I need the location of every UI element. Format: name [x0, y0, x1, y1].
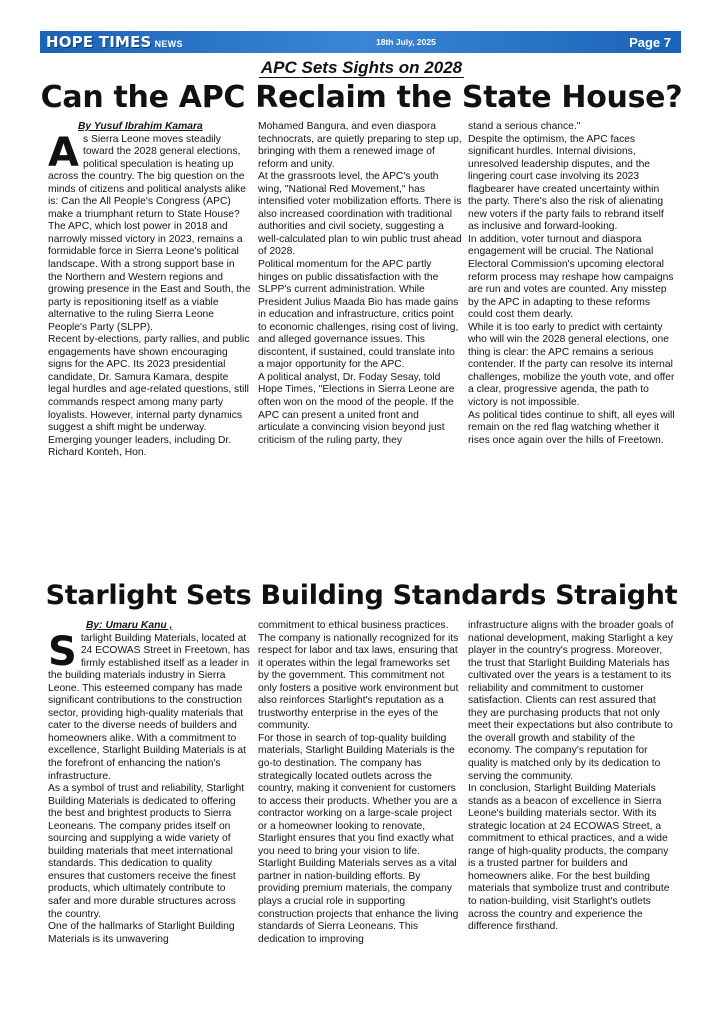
article1-paragraph: s Sierra Leone moves steadily toward the 2028 general elections, political speculation is heating up across the country. The big question on the minds of citizens and political analysts alike is: Can the All People's Congress (APC) make a triumphant return to State House? [48, 133, 247, 220]
masthead-bar [40, 31, 681, 53]
article2-column-3 [468, 620, 675, 1020]
article2-paragraph: In conclusion, Starlight Building Materials stands as a beacon of excellence in Sierra Leone's building materials sector. With its strategic location at 24 ECOWAS Street, a commitment to ethical practices, and a wide range of high-quality products, the company is a trusted partner for builders and homeowners alike. For the best building materials that symbolize trust and contribute to nation-building, visit Starlight's outlets across the country and experience the difference firsthand. [468, 783, 670, 933]
article2-paragraph: For those in search of top-quality building materials, Starlight Building Materials is the go-to destination. The company has strategically located outlets across the country, making it convenient for customers to access their products. Whether you are a contractor working on a large-scale project or a homeowner looking to renovate, Starlight ensures that you find exactly what you need to bring your vision to life. [258, 732, 458, 857]
article2-paragraph: tarlight Building Materials, located at 24 ECOWAS Street in Freetown, has firmly established itself as a leader in the building materials industry in Sierra Leone. This esteemed company has made significant contributions to the construction sector, providing high-quality materials that cater to the diverse needs of builders and homeowners alike. With a commitment to excellence, Starlight Building Materials is at the forefront of enhancing the nation's infrastructure. [48, 632, 250, 782]
article1-paragraph: A political analyst, Dr. Foday Sesay, told Hope Times, "Elections in Sierra Leone are often won on the mood of the people. If the APC can present a united front and articulate a convincing vision beyond just criticism of the ruling party, they [258, 371, 455, 446]
article1-paragraph: As political tides continue to shift, all eyes will remain on the red flag watching whether it rises once again over the hills of Freetown. [468, 409, 675, 446]
article1-paragraph: In addition, voter turnout and diaspora engagement will be crucial. The National Electoral Commission's upcoming electoral reform process may reshape how campaigns are run and votes are counted. Any misstep by the APC in adapting to these reforms could cost them dearly. [468, 233, 674, 321]
article1-byline: By Yusuf Ibrahim Kamara [78, 121, 203, 132]
page-number: Page 7 [629, 34, 671, 50]
article1-column-2 [258, 121, 462, 578]
article1-paragraph: Despite the optimism, the APC faces significant hurdles. Internal divisions, unresolved leadership disputes, and the lingering court case involving its 2023 flagbearer have created uncertainty within the party. There's also the risk of alienating new voters if the party fails to rebrand itself as inclusive and forward-looking. [468, 133, 664, 233]
article1-kicker-text: APC Sets Sights on 2028 [260, 58, 463, 77]
article2-column-2 [258, 620, 462, 1020]
article1-paragraph: Mohamed Bangura, and even diaspora technocrats, are quietly preparing to step up, bringing with them a renewed image of reform and unity. [258, 121, 462, 170]
masthead-logo [46, 33, 183, 51]
article1-paragraph: Recent by-elections, party rallies, and public engagements have shown encouraging signs for the APC. Its 2023 presidential candidate, Dr. Samura Kamara, despite legal hurdles and age-related questions, still commands respect among many party loyalists. However, internal party dynamics suggest a shift might be underway. Emerging younger leaders, including Dr. Richard Konteh, Hon. [48, 334, 250, 459]
article2-column-1 [48, 620, 251, 1020]
article2-dropcap: S [48, 628, 77, 675]
article2-byline: By: Umaru Kanu , [86, 620, 173, 631]
brand-name: HOPE TIMES [46, 33, 152, 51]
article1-column-1 [48, 121, 251, 578]
article1-paragraph: While it is too early to predict with certainty who will win the 2028 general elections, one thing is clear: the APC remains a serious contender. If the party can resolve its internal challenges, mobilize the youth vote, and offer a clear, progressive agenda, the path to victory is not impossible. [468, 321, 675, 409]
article2-headline: Starlight Sets Building Standards Straight [45, 580, 678, 611]
article1-headline: Can the APC Reclaim the State House? [40, 80, 683, 115]
article1-paragraph: stand a serious chance." [468, 121, 581, 132]
article2-paragraph: infrastructure aligns with the broader goals of national development, making Starlight a key player in the country's progress. Moreover, the trust that Starlight Building Materials has cultivated over the years is a testament to its reliability and commitment to customer satisfaction. Clients can rest assured that they are purchasing products that not only meet their expectations but also contribute to the overall growth and stability of the economy. The company's reputation for quality is matched only by its dedication to serving the community. [468, 620, 674, 782]
article1-paragraph: At the grassroots level, the APC's youth wing, "National Red Movement," has intensified voter mobilization efforts. There is also increased coordination with traditional authorities and civil society, suggesting a well-calculated plan to win public trust ahead of 2028. [258, 171, 462, 258]
article2-paragraph: Starlight Building Materials serves as a vital partner in nation-building efforts. By providing premium materials, the company plays a crucial role in supporting construction projects that enhance the living standards of Sierra Leoneans. This dedication to improving [258, 858, 459, 945]
brand-subtitle: NEWS [154, 39, 183, 49]
article1-dropcap: A [48, 129, 79, 176]
article2-paragraph: One of the hallmarks of Starlight Building Materials is its unwavering [48, 921, 235, 945]
article1-column-3 [468, 121, 675, 578]
article2-paragraph: commitment to ethical business practices. The company is nationally recognized for its respect for labor and tax laws, ensuring that it operates within the legal frameworks set by the government. This commitment not only fosters a positive work environment but also reinforces Starlight's reputation as a trustworthy enterprise in the eyes of the community. [258, 620, 459, 732]
article2-paragraph: As a symbol of trust and reliability, Starlight Building Materials is dedicated to offering the best and brightest products to Sierra Leoneans. The company prides itself on sourcing and supplying a wide variety of building materials that meet international standards. This dedication to quality ensures that customers receive the finest products, which ultimately contribute to safer and more durable structures across the country. [48, 783, 245, 920]
article1-paragraph: Political momentum for the APC partly hinges on public dissatisfaction with the SLPP's current administration. While President Julius Maada Bio has made gains in education and infrastructure, critics point to economic challenges, rising cost of living, and alleged governance issues. This discontent, if sustained, could translate into a major opportunity for the APC. [258, 259, 459, 371]
article1-kicker [0, 58, 723, 78]
issue-date: 18th July, 2025 [375, 37, 436, 47]
article1-paragraph: The APC, which lost power in 2018 and narrowly missed victory in 2023, remains a formidable force in Sierra Leone's political landscape. With a strong support base in the Northern and Western regions and growing presence in the East and South, the party is repositioning itself as a viable alternative to the ruling Sierra Leone People's Party (SLPP). [48, 221, 251, 333]
